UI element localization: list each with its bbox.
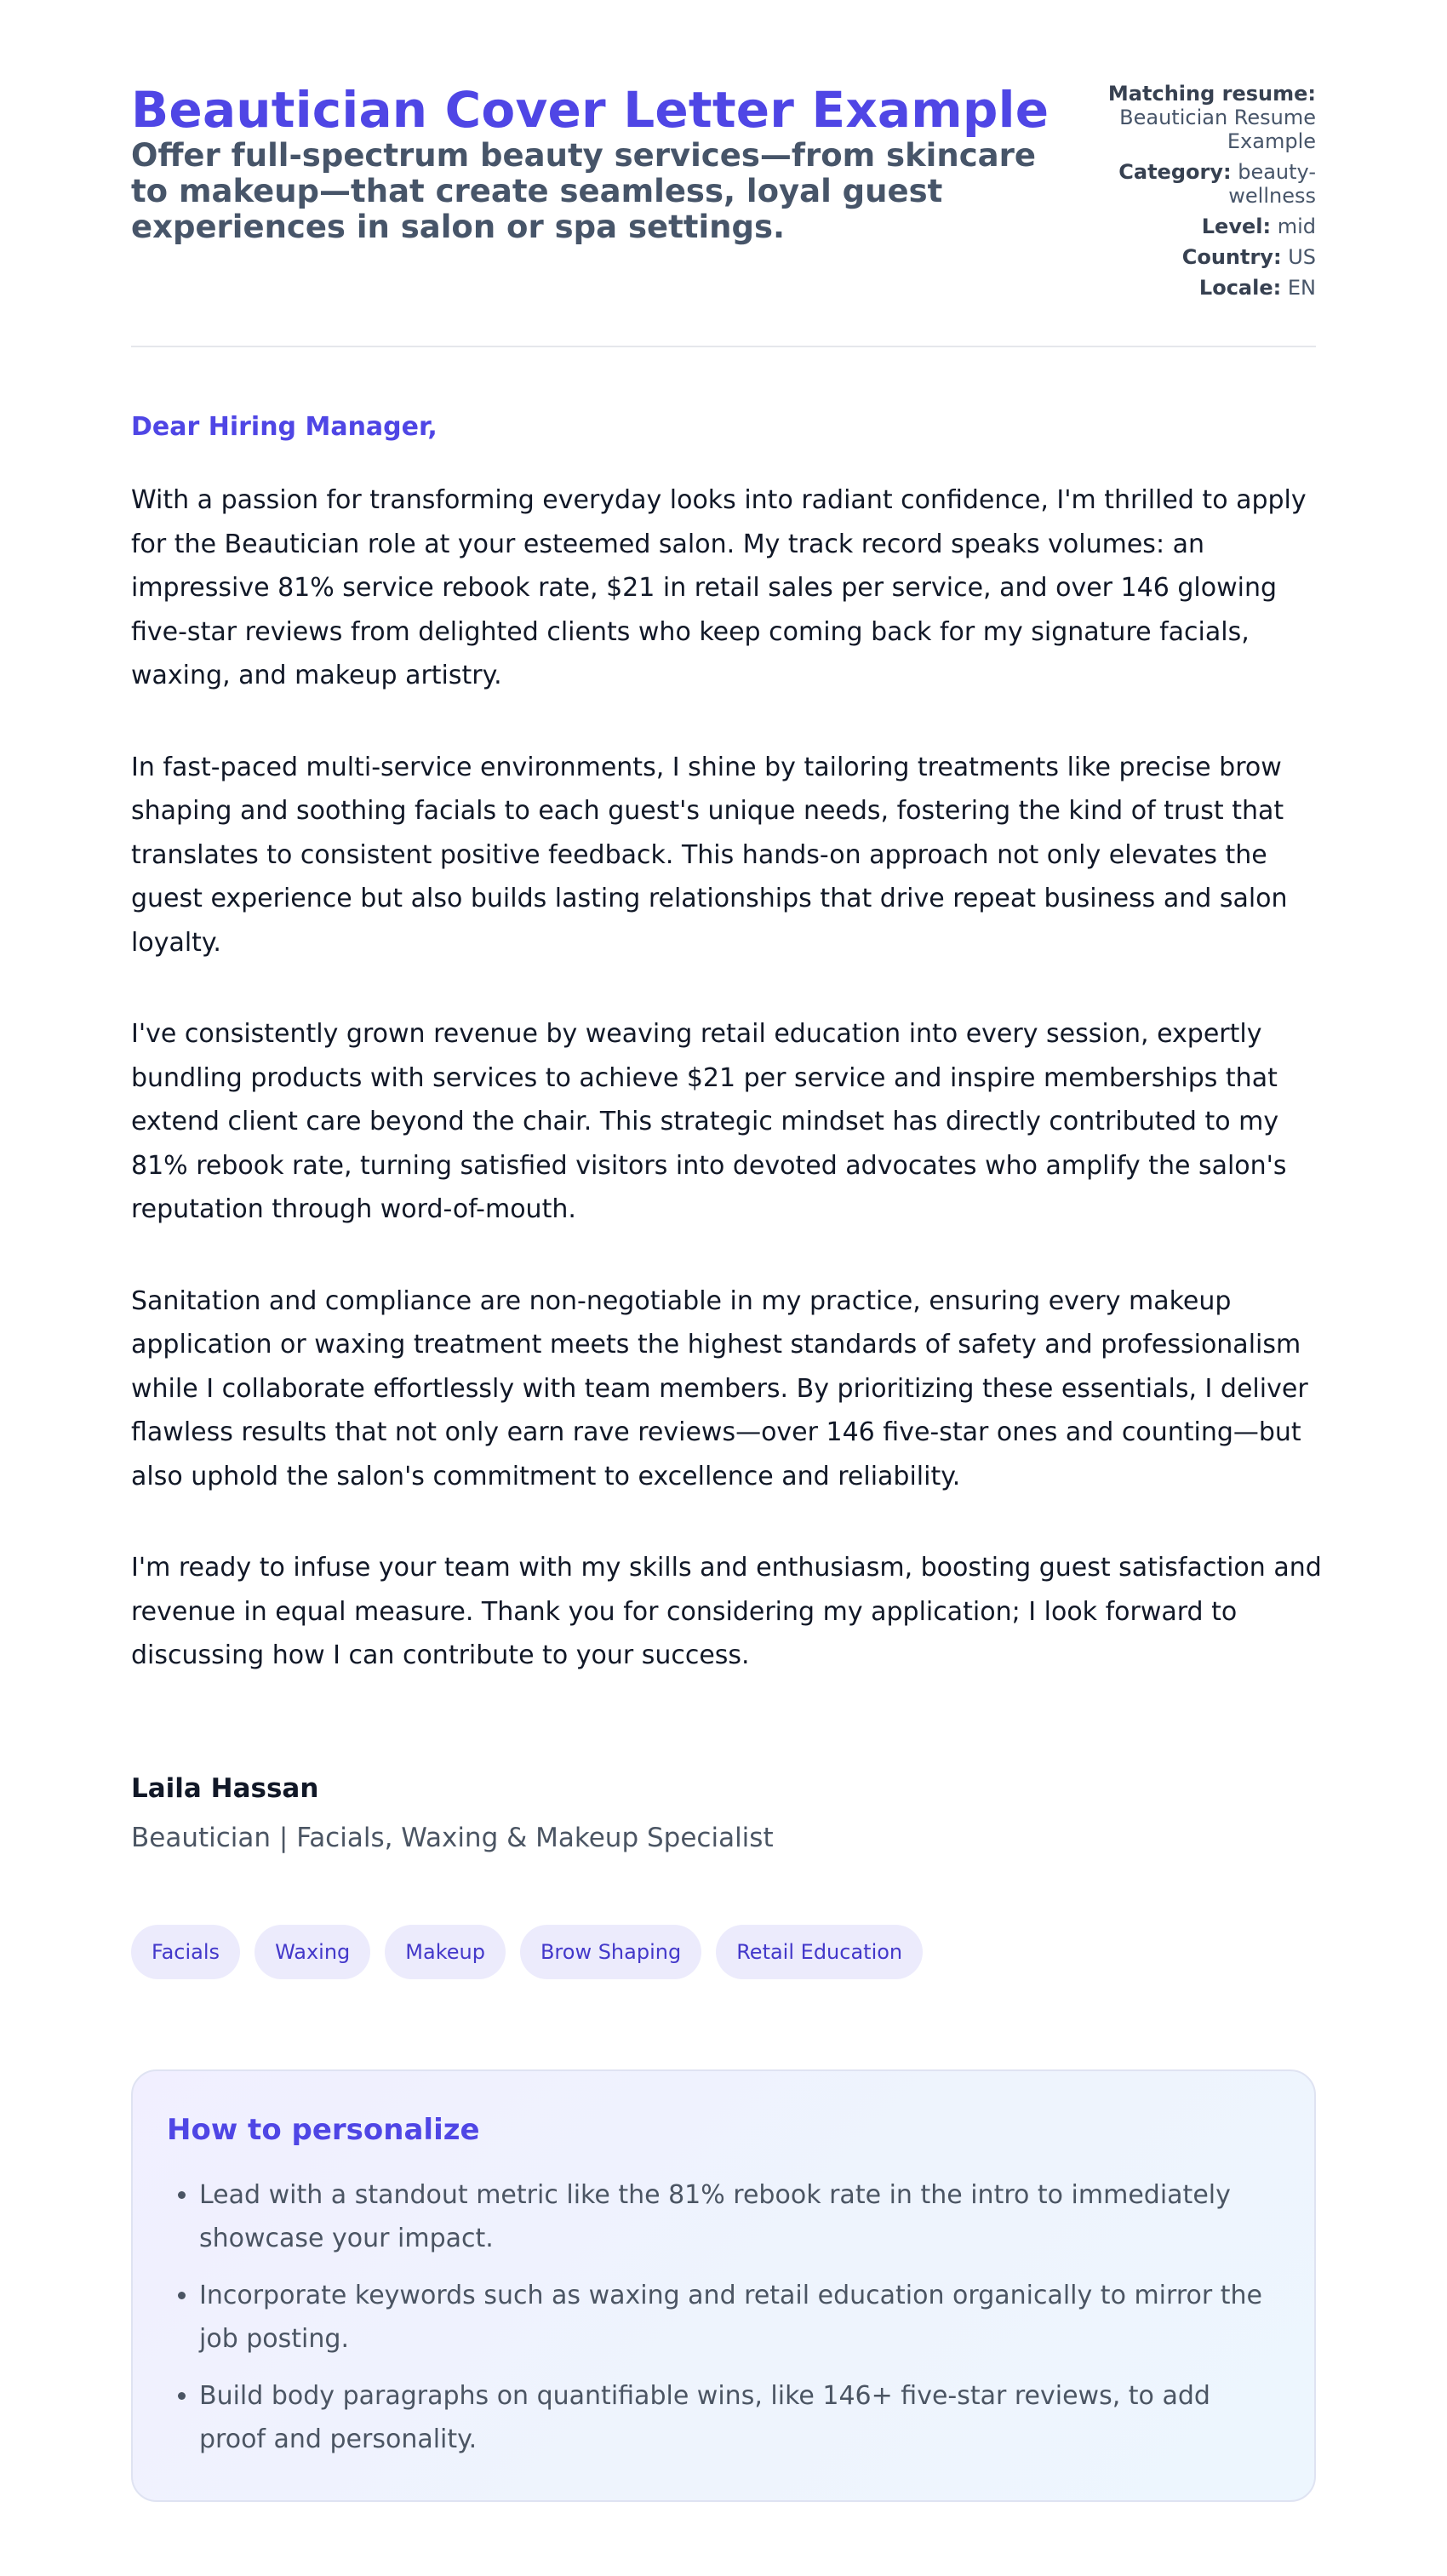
tip-item: • Incorporate keywords such as waxing and retail education organically to mirror the job posting. <box>199 2274 1280 2361</box>
meta-category <box>1095 160 1316 208</box>
tip-item: • Lead with a standout metric like the 81% rebook rate in the intro to immediately showcase your impact. <box>199 2173 1280 2260</box>
meta-country-label: Country: <box>1181 245 1282 269</box>
skill-tag: Facials <box>131 1925 240 1979</box>
skill-tag: Brow Shaping <box>520 1925 701 1979</box>
meta-category-label: Category: <box>1118 160 1232 184</box>
skill-tags <box>131 1925 1316 1979</box>
tips-list <box>167 2173 1280 2461</box>
letter-paragraph: I've consistently grown revenue by weaving retail education into every session, expertly bundling products with services to achieve $21 per service and inspire memberships that extend client care beyond the chair. This strategic mindset has directly contributed to my 81% rebook rate, turning satisfied visitors into devoted advocates who amplify the salon's reputation through word-of-mouth. <box>131 1019 1287 1224</box>
letter-paragraph: In fast-paced multi-service environments, I shine by tailoring treatments like precise brow shaping and soothing facials to each guest's unique needs, fostering the kind of trust that translates to consistent positive feedback. This hands-on approach not only elevates the guest experience but also builds lasting relationships that drive repeat business and salon loyalty. <box>131 752 1288 958</box>
metadata-panel <box>1095 82 1316 306</box>
page-header <box>131 82 1316 347</box>
meta-level-value: mid <box>1277 215 1316 238</box>
letter-paragraph: I'm ready to infuse your team with my skills and enthusiasm, boosting guest satisfaction and revenue in equal measure. Thank you for considering my application; I look forward to discussing how I can contribute to your success. <box>131 1553 1322 1670</box>
meta-country <box>1095 245 1316 269</box>
letter-paragraph: Sanitation and compliance are non-negotiable in my practice, ensuring every makeup application or waxing treatment meets the highest standards of safety and professionalism while I collaborate effortlessly with team members. By prioritizing these essentials, I deliver flawless results that not only earn rave reviews—over 146 five-star ones and counting—but also uphold the salon's commitment to excellence and reliability. <box>131 1285 1308 1491</box>
meta-locale-label: Locale: <box>1198 276 1282 300</box>
letter-body <box>131 410 1322 1855</box>
signature-role: Beautician | Facials, Waxing & Makeup Specialist <box>131 1822 774 1853</box>
signature-name: Laila Hassan <box>131 1772 319 1804</box>
meta-locale <box>1095 276 1316 300</box>
meta-matching-resume-label: Matching resume: <box>1107 82 1316 106</box>
meta-level-label: Level: <box>1201 215 1272 238</box>
meta-country-value: US <box>1288 245 1316 269</box>
header-titles <box>131 82 1076 245</box>
personalize-tips-box <box>131 2069 1316 2502</box>
page-subtitle: Offer full-spectrum beauty services—from skincare to makeup—that create seamless, loyal guest experiences in salon or spa settings. <box>131 137 1036 245</box>
letter-greeting: Dear Hiring Manager, <box>131 412 438 442</box>
meta-matching-resume-value: Beautician Resume Example <box>1119 106 1316 153</box>
page-title: Beautician Cover Letter Example <box>131 81 1050 139</box>
tips-title: How to personalize <box>167 2112 480 2147</box>
meta-category-value: beauty-wellness <box>1228 160 1316 208</box>
letter-paragraphs <box>131 478 1322 1678</box>
letter-paragraph: With a passion for transforming everyday looks into radiant confidence, I'm thrilled to apply for the Beautician role at your esteemed salon. My track record speaks volumes: an impressive 81% service rebook rate, $21 in retail sales per service, and over 146 glowing five-star reviews from delighted clients who keep coming back for my signature facials, waxing, and makeup artistry. <box>131 485 1307 690</box>
tip-item: • Build body paragraphs on quantifiable wins, like 146+ five-star reviews, to add proof and personality. <box>199 2374 1280 2461</box>
skill-tag: Waxing <box>255 1925 370 1979</box>
skill-tag: Retail Education <box>716 1925 923 1979</box>
meta-locale-value: EN <box>1287 276 1316 300</box>
skill-tag: Makeup <box>385 1925 506 1979</box>
meta-level <box>1095 215 1316 238</box>
meta-matching-resume <box>1095 82 1316 153</box>
